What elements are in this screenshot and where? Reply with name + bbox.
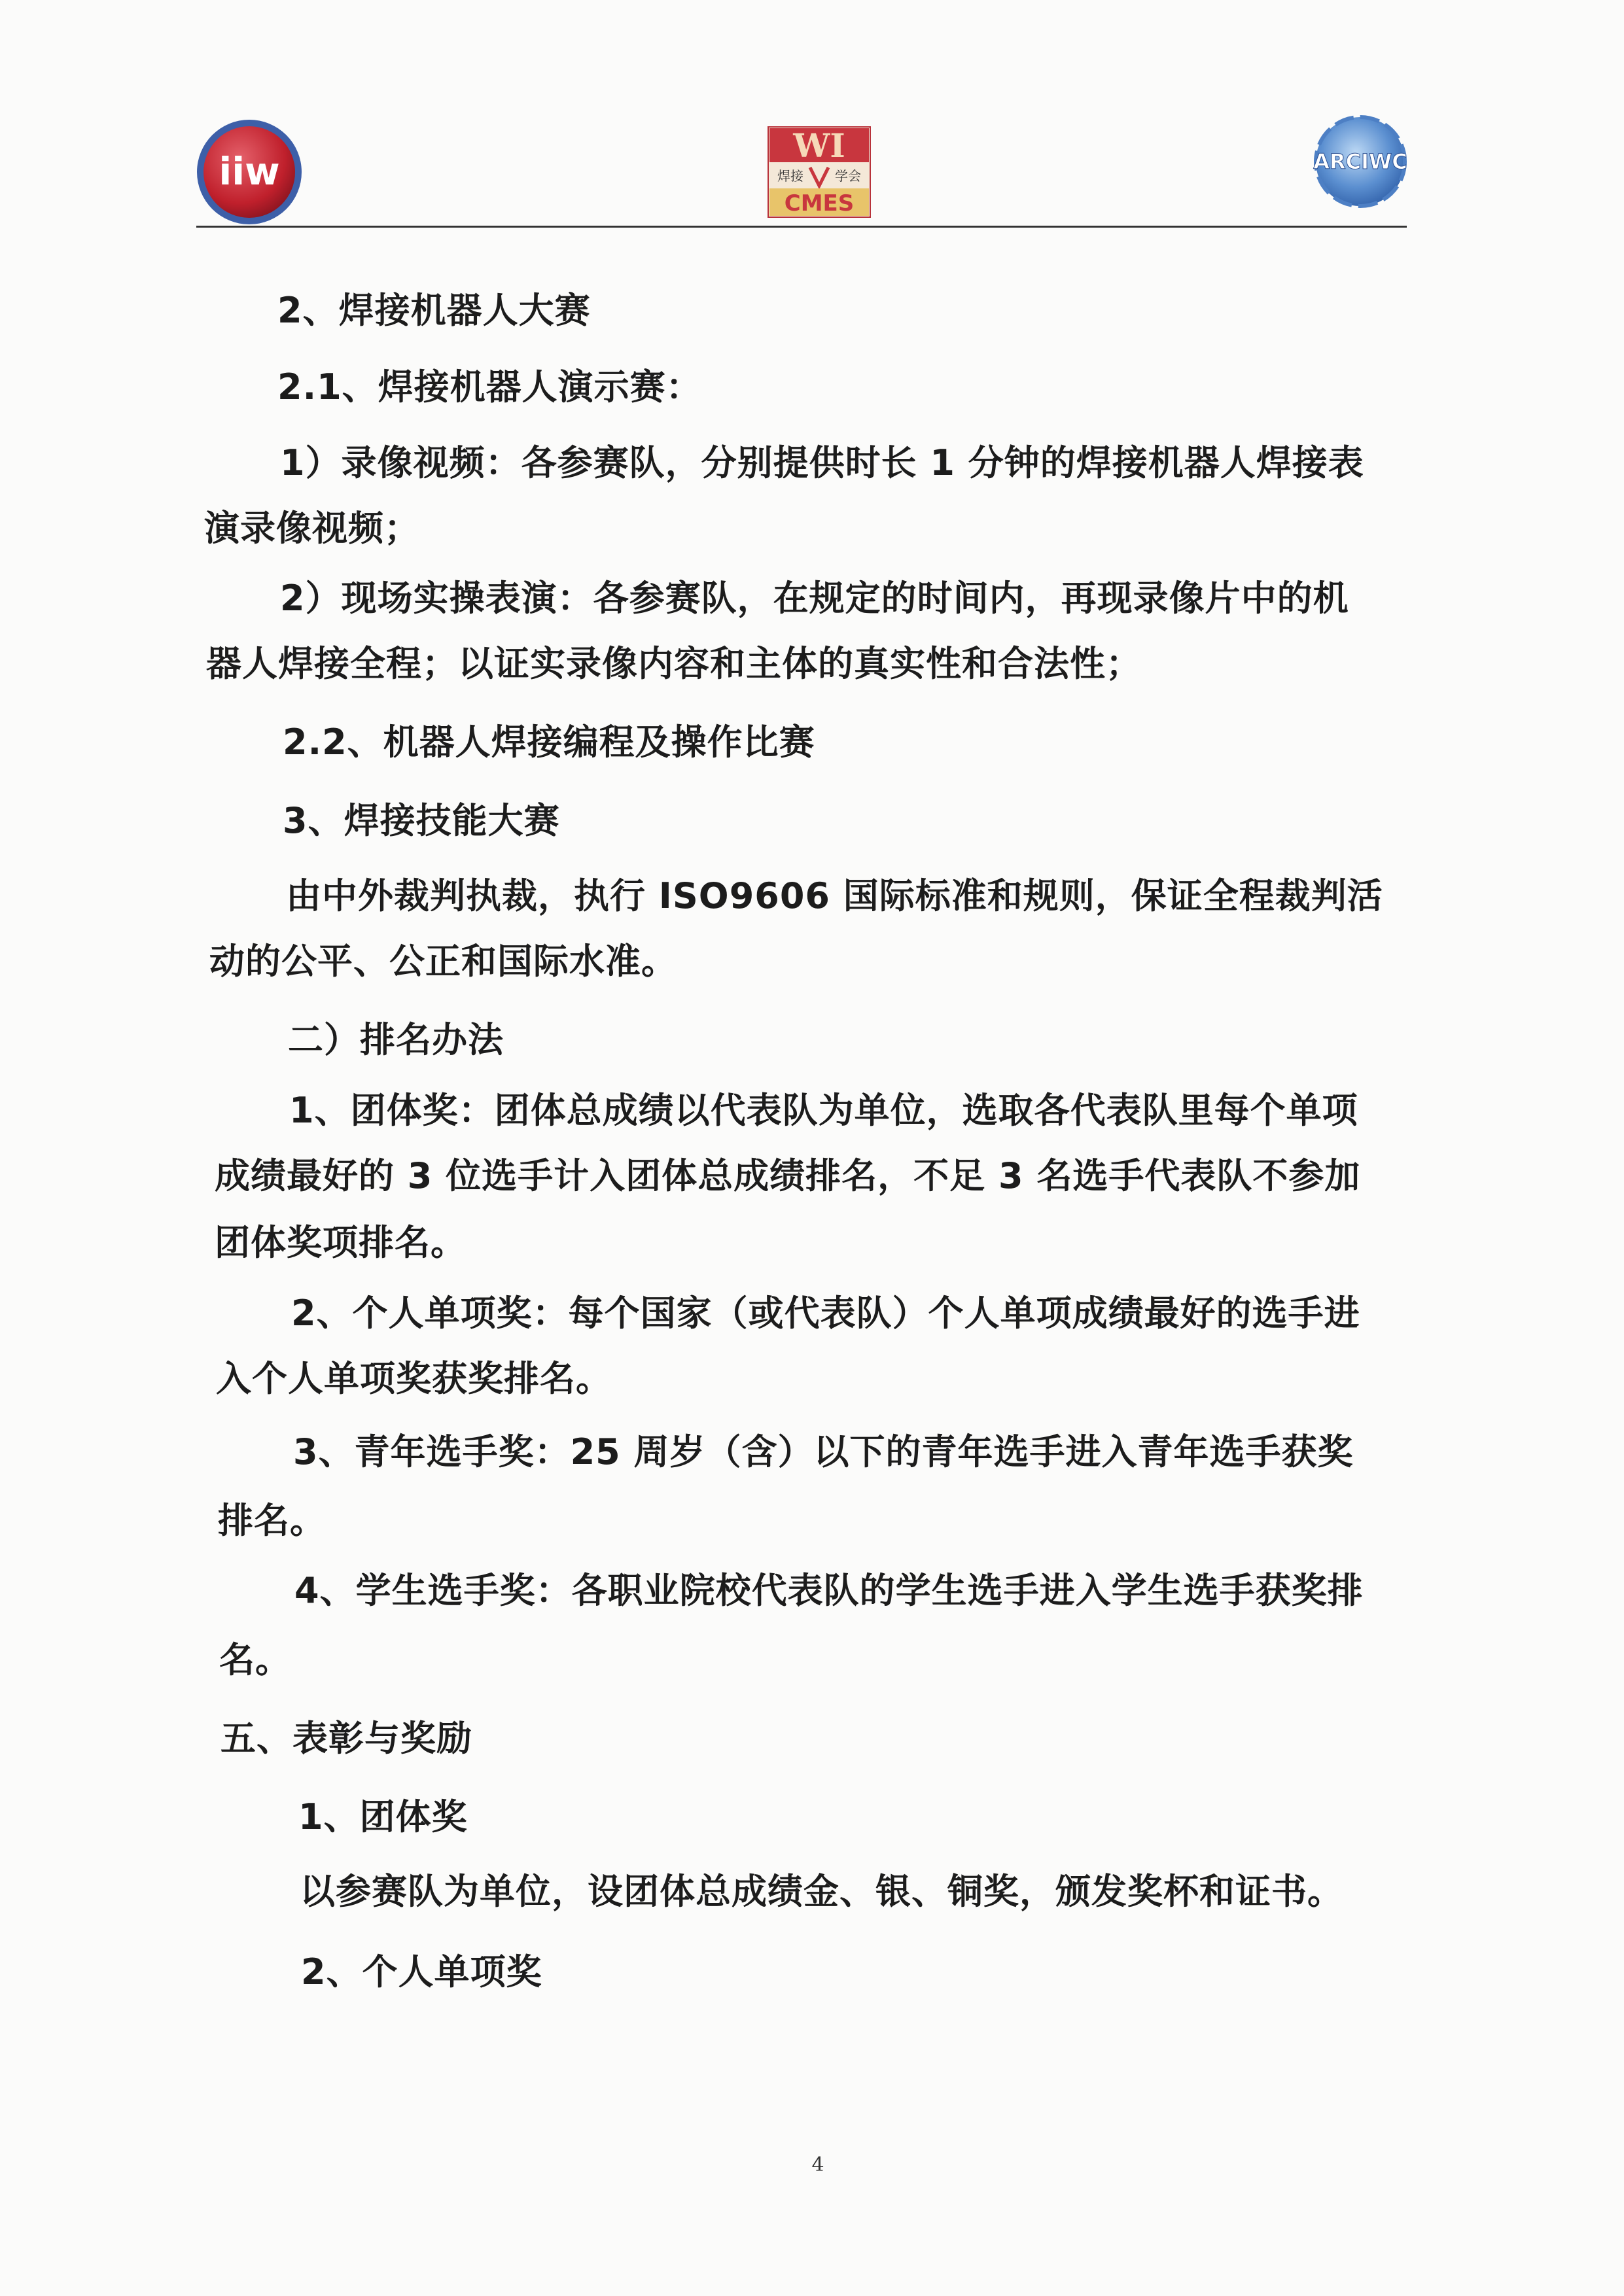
section-heading: 五、表彰与奖励: [221, 1718, 472, 1759]
cmes-logo-left-text: 焊接: [777, 168, 803, 184]
text-line: 2、焊接机器人大赛: [277, 290, 591, 331]
text-line: 二）排名办法: [288, 1019, 504, 1060]
text-line: 2、个人单项奖: [301, 1951, 542, 1992]
text-line: 以参赛队为单位，设团体总成绩金、银、铜奖，颁发奖杯和证书。: [300, 1871, 1343, 1912]
text-line: 演录像视频；: [204, 508, 420, 549]
text-line: 1）录像视频：各参赛队，分别提供时长 1 分钟的焊接机器人焊接表: [280, 442, 1364, 483]
cmes-logo-wi: WI: [793, 126, 845, 165]
text-line: 3、焊接技能大赛: [283, 800, 560, 841]
text-line: 动的公平、公正和国际水准。: [209, 941, 677, 982]
text-line: 入个人单项奖获奖排名。: [216, 1358, 612, 1399]
text-line: 3、青年选手奖：25 周岁（含）以下的青年选手进入青年选手获奖: [293, 1431, 1354, 1472]
text-line: 4、学生选手奖：各职业院校代表队的学生选手进入学生选手获奖排: [294, 1570, 1364, 1611]
iiw-logo-text: iiw: [219, 149, 280, 194]
text-line: 排名。: [218, 1500, 326, 1541]
text-line: 1、团体奖：团体总成绩以代表队为单位，选取各代表队里每个单项: [289, 1090, 1358, 1131]
arciwc-logo-text: ARCIWC: [1313, 149, 1407, 174]
text-line: 团体奖项排名。: [215, 1222, 467, 1263]
text-line: 2）现场实操表演：各参赛队，在规定的时间内，再现录像片中的机: [280, 578, 1349, 619]
text-line: 2.1、焊接机器人演示赛：: [277, 366, 702, 408]
text-line: 名。: [219, 1639, 291, 1680]
text-line: 成绩最好的 3 位选手计入团体总成绩排名，不足 3 名选手代表队不参加: [215, 1155, 1361, 1196]
text-line: 2.2、机器人焊接编程及操作比赛: [283, 722, 815, 763]
text-line: 器人焊接全程；以证实录像内容和主体的真实性和合法性；: [206, 643, 1142, 684]
text-line: 1、团体奖: [298, 1796, 468, 1837]
cmes-logo-right-text: 学会: [835, 168, 861, 184]
text-line: 由中外裁判执裁，执行 ISO9606 国际标准和规则，保证全程裁判活: [286, 875, 1383, 916]
cmes-logo-bottom-text: CMES: [784, 190, 855, 217]
page-number: 4: [811, 2153, 824, 2176]
text-line: 2、个人单项奖：每个国家（或代表队）个人单项成绩最好的选手进: [291, 1293, 1360, 1334]
